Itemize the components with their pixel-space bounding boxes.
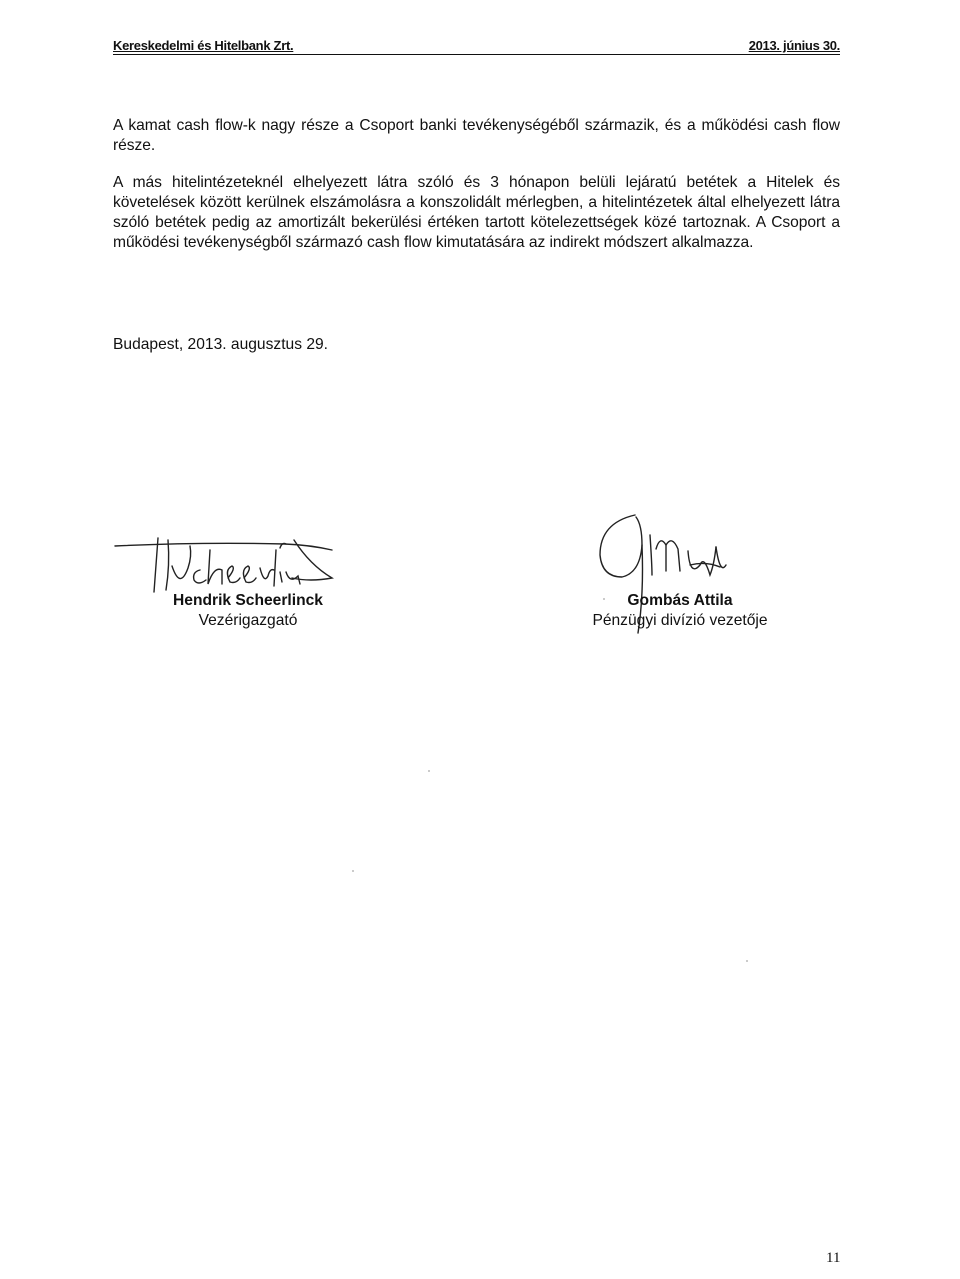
- signatory-name: Hendrik Scheerlinck: [173, 592, 323, 609]
- scan-speck: [746, 960, 748, 962]
- signatory-title: Vezérigazgató: [198, 612, 298, 629]
- company-name: Kereskedelmi és Hitelbank Zrt.: [113, 38, 294, 53]
- paragraph-deposits: A más hitelintézeteknél elhelyezett látra szóló és 3 hónapon belüli lejáratú betétek a Hitelek és követelések között kerülnek elszámolásra a konszolidált mérlegben, a hitelintézetek által elhelyezett látra szóló betétek pedig az amortizált bekerülési értéken tartott kötelezettségek közé tartoznak. A Csoport a működési tevékenységből származó cash flow kimutatására az indirekt módszert alkalmazza.: [113, 174, 840, 251]
- signatory-title: Pénzügyi divízió vezetője: [592, 612, 768, 629]
- signatory-right: [580, 591, 780, 631]
- place-and-date: Budapest, 2013. augusztus 29.: [113, 336, 329, 353]
- page-number: 11: [826, 1250, 841, 1266]
- scan-speck: [603, 598, 605, 600]
- scan-speck: [428, 770, 430, 772]
- page-header: [113, 38, 840, 55]
- report-date: 2013. június 30.: [748, 38, 840, 53]
- signatory-left: [148, 591, 348, 631]
- scan-speck: [352, 870, 354, 872]
- signature-hendrik-scheerlinck: [110, 520, 350, 595]
- signatory-name: Gombás Attila: [627, 592, 733, 609]
- paragraph-interest-cash-flow: A kamat cash flow-k nagy része a Csoport banki tevékenységéből származik, és a működési cash flow része.: [113, 117, 840, 154]
